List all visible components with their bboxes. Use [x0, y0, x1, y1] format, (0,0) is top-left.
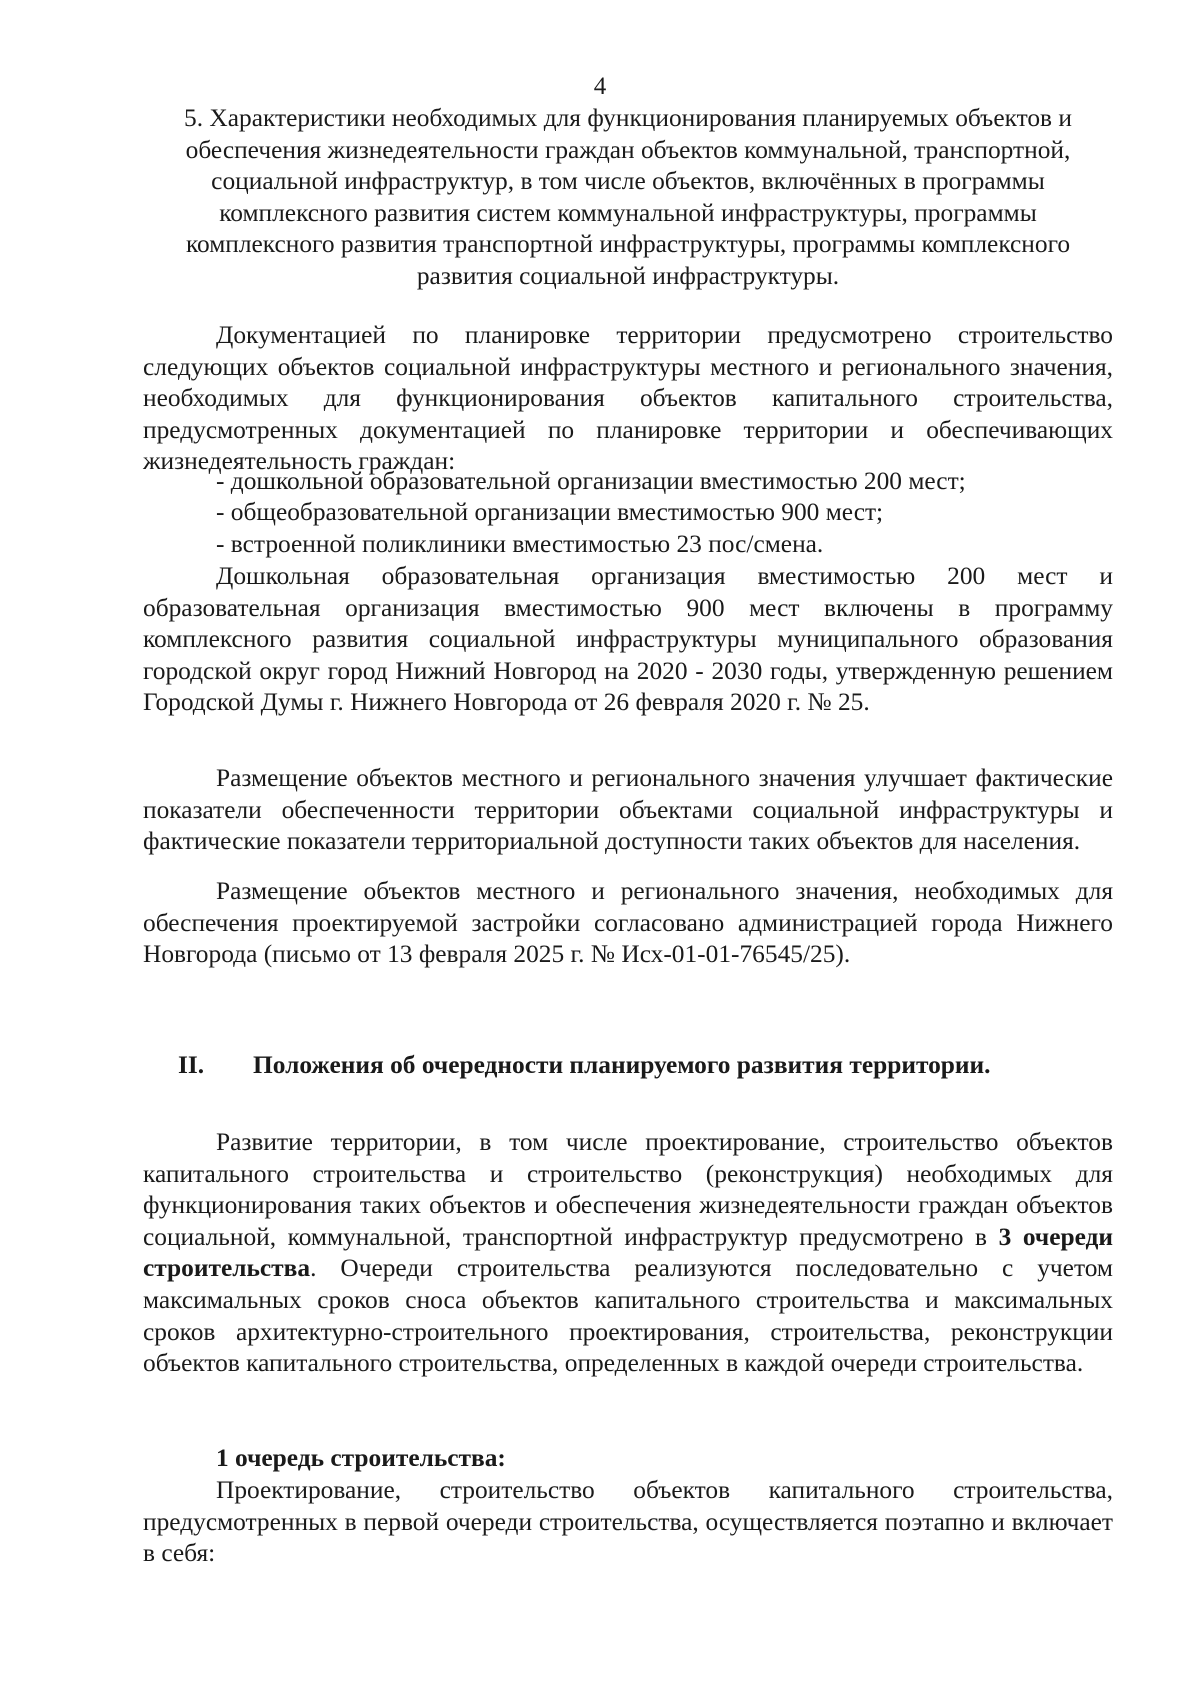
section-2-number: II. [178, 1051, 205, 1079]
paragraph-program: Дошкольная образовательная организация вместимостью 200 мест и образовательная организация вместимостью 900 мест включены в программу комплексного развития социальной инфраструктуры муниципального образования городской округ город Нижний Новгород на 2020 - 2030 годы, утвержденную решением Городской Думы г. Нижнего Новгорода от 26 февраля 2020 г. № 25. [143, 562, 1113, 717]
section-5-intro: Документацией по планировке территории предусмотрено строительство следующих объектов социальной инфраструктуры местного и регионального значения, необходимых для функционирования объектов капитального строительства, предусмотренных документацией по планировке территории и обеспечивающих жизнедеятельность граждан: [143, 321, 1113, 476]
stage-1-text: Проектирование, строительство объектов капитального строительства, предусмотренных в первой очереди строительства, осуществляется поэтапно и включает в себя: [143, 1476, 1113, 1568]
development-text-end: . Очереди строительства реализуются последовательно с учетом максимальных сроков сноса объектов капитального строительства и максимальных сроков архитектурно-строительного проектирования, строительства, реконструкции объектов капитального строительства, определенных в каждой очереди строительства. [143, 1254, 1113, 1378]
section-2-title: Положения об очередности планируемого развития территории. [253, 1051, 991, 1079]
development-text-start: Развитие территории, в том числе проектирование, строительство объектов капитального строительства и строительство (реконструкция) необходимых для функционирования таких объектов и обеспечения жизнедеятельности граждан объектов социальной, коммунальной, транспортной инфраструктур предусмотрено в [143, 1128, 1113, 1251]
paragraph-approval: Размещение объектов местного и регионального значения, необходимых для обеспечения проектируемой застройки согласовано администрацией города Нижнего Новгорода (письмо от 13 февраля 2025 г. № Исх-01-01-76545/25). [143, 877, 1113, 969]
list-item: - общеобразовательной организации вместимостью 900 мест; [216, 498, 884, 526]
list-item: - встроенной поликлиники вместимостью 23 пос/смена. [216, 530, 824, 558]
paragraph-development [143, 1127, 1113, 1380]
section-2-heading [178, 1050, 991, 1082]
page-number: 4 [593, 73, 607, 100]
stages-count: 3 очереди строительства [143, 1222, 1113, 1283]
list-item: - дошкольной образовательной организации вместимостью 200 мест; [216, 467, 966, 495]
stage-1-heading: 1 очередь строительства: [216, 1444, 506, 1472]
section-5-title: 5. Характеристики необходимых для функционирования планируемых объектов и обеспечения жизнедеятельности граждан объектов коммунальной, транспортной, социальной инфраструктур, в том числе объектов, включённых в программы комплексного развития систем коммунальной инфраструктуры, программы комплексного развития транспортной инфраструктуры, программы комплексного развития социальной инфраструктуры. [184, 104, 1072, 290]
paragraph-indicators: Размещение объектов местного и регионального значения улучшает фактические показатели обеспеченности территории объектами социальной инфраструктуры и фактические показатели территориальной доступности таких объектов для населения. [143, 764, 1113, 856]
